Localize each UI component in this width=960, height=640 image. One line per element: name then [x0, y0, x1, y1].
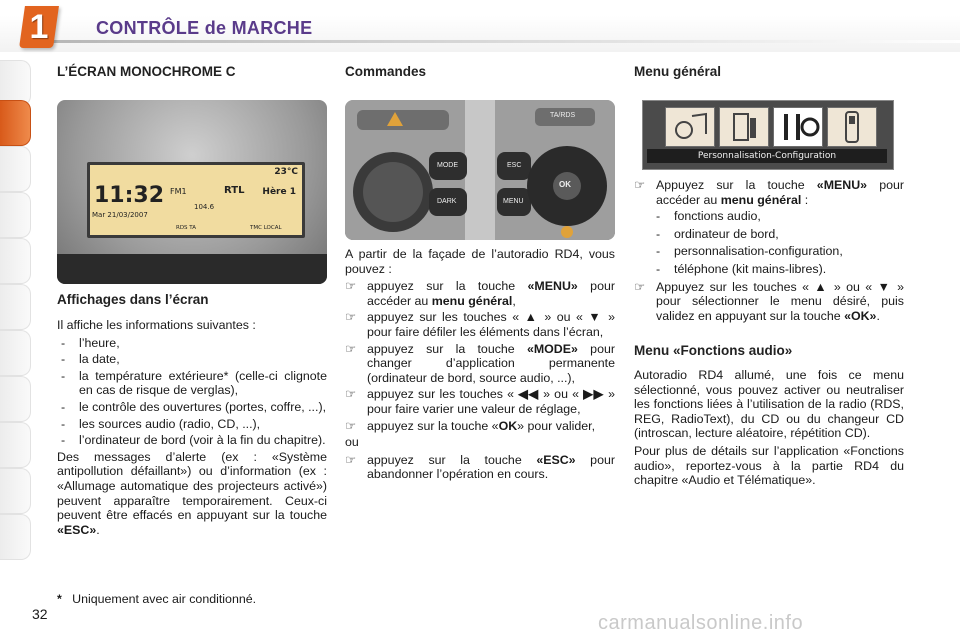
page-header: [0, 0, 960, 52]
col1-alert-paragraph: Des messages d’alerte (ex : «Système antipollution défaillant») ou d’information (ex : «Allumage automatique des projecteurs activé») peuvent apparaître temporairement. Ceux-ci peuvent être effacés en appuyant sur la touche «ESC».: [57, 449, 327, 537]
col2-body: [345, 247, 615, 484]
watermark: carmanualsonline.info: [598, 612, 804, 634]
lcd-station: RTL: [224, 185, 245, 196]
radio-faceplate-drawing: [345, 100, 615, 240]
footnote: * Uniquement avec air conditionné.: [57, 592, 257, 606]
list-item: - l’ordinateur de bord (voir à la fin du chapitre).: [61, 433, 326, 448]
telephone-icon: [827, 107, 877, 147]
lcd-display: [87, 162, 305, 238]
lcd-frequency: 104.6: [194, 203, 215, 211]
page-number: 32: [32, 606, 48, 622]
list-item: - les sources audio (radio, CD, ...),: [61, 416, 261, 431]
chapter-tab[interactable]: [0, 422, 31, 468]
menu-selection-bar: Personnalisation-Configuration: [647, 149, 887, 163]
chapter-tab[interactable]: [0, 468, 31, 514]
list-item: ☞ appuyez sur les touches « ◀◀ » ou « ▶▶ » pour faire varier une valeur de réglage,: [345, 387, 615, 416]
col3-body: [634, 178, 904, 325]
chapter-tab[interactable]: [0, 192, 31, 238]
lcd-temperature: 23°C: [274, 167, 298, 177]
col3-audio-body: [634, 368, 904, 491]
chapter-tab[interactable]: [0, 238, 31, 284]
chapter-number: 1: [29, 8, 49, 46]
lcd-time: 11:32: [94, 183, 165, 208]
sub-list-item: - personnalisation-configuration,: [656, 244, 843, 259]
esc-button: ESC: [507, 162, 522, 169]
dark-button: DARK: [437, 198, 457, 205]
list-item: ☞ appuyez sur la touche «OK» pour valider,: [345, 418, 596, 433]
chapter-title: CONTRÔLE de MARCHE: [96, 18, 313, 38]
ta-button: TA/RDS: [550, 112, 576, 119]
sub-list-item: - ordinateur de bord,: [656, 226, 779, 241]
list-item: - l’heure,: [61, 335, 120, 350]
trip-computer-icon: [719, 107, 769, 147]
list-item: - la température extérieure* (celle-ci clignote en cas de risque de verglas),: [61, 368, 327, 398]
section-heading-menu-general: Menu général: [634, 64, 722, 79]
col2-ou: ou: [345, 435, 359, 450]
list-item: ☞ appuyez sur les touches « ▲ » ou « ▼ » pour faire défiler les éléments dans l’écran,: [345, 310, 615, 339]
radio-faceplate-photo: [345, 100, 615, 240]
settings-config-icon: [773, 107, 823, 147]
chapter-tab[interactable]: [0, 376, 31, 422]
section-heading-screen: L’ÉCRAN MONOCHROME C: [57, 64, 236, 79]
audio-functions-icon: [665, 107, 715, 147]
lcd-tmc: TMC LOCAL: [250, 225, 282, 231]
dashboard-lower-trim: [57, 254, 327, 284]
chapter-tab[interactable]: [0, 330, 31, 376]
chapter-tab[interactable]: [0, 284, 31, 330]
col3-audio-para2: Pour plus de détails sur l’application «Fonctions audio», reportez-vous à la partie RD4 du chapitre «Audio et Télématique».: [634, 443, 904, 488]
list-item: ☞ appuyez sur la touche «MODE» pour changer d’application permanente (ordinateur de bord, source audio, ...),: [345, 341, 615, 385]
chapter-tab[interactable]: [0, 514, 31, 560]
chapter-tab[interactable]: [0, 146, 31, 192]
list-item: - le contrôle des ouvertures (portes, coffre, ...),: [61, 399, 327, 414]
col1-intro: Il affiche les informations suivantes :: [57, 318, 256, 332]
list-item: ☞ appuyez sur la touche «MENU» pour accéder au menu général,: [345, 279, 615, 308]
menu-screen-photo: [642, 100, 894, 170]
list-item: ☞ Appuyez sur la touche «MENU» pour accéder au menu général :: [634, 178, 904, 207]
lcd-date: Mar 21/03/2007: [92, 211, 148, 219]
subheading-fonctions-audio: Menu «Fonctions audio»: [634, 343, 793, 358]
monochrome-screen-photo: [57, 100, 327, 284]
lcd-band: FM1: [170, 187, 187, 196]
lcd-rds: RDS TA: [176, 225, 196, 231]
sub-list-item: - téléphone (kit mains-libres).: [656, 261, 827, 276]
subheading-affichages: Affichages dans l’écran: [57, 292, 209, 307]
list-item: ☞ appuyez sur la touche «ESC» pour abandonner l’opération en cours.: [345, 452, 615, 482]
menu-button: MENU: [503, 198, 524, 205]
header-rule: [50, 40, 960, 43]
sub-list-item: - fonctions audio,: [656, 209, 761, 224]
ok-button: OK: [559, 180, 571, 189]
list-item: - la date,: [61, 352, 120, 367]
col1-body: [57, 318, 327, 540]
col2-intro: A partir de la façade de l’autoradio RD4, vous pouvez :: [345, 247, 615, 276]
mode-button: MODE: [437, 162, 458, 169]
col3-audio-para1: Autoradio RD4 allumé, une fois ce menu sélectionné, vous pouvez activer ou neutraliser les fonctions liées à l’utilisation de la radio (RDS, REG, RadioText), du CD ou du changeur CD (introscan, lecture aléatoire, répétition CD).: [634, 368, 904, 441]
section-heading-commandes: Commandes: [345, 64, 427, 79]
chapter-tab-rail: [0, 60, 34, 580]
lcd-preset: Hère 1: [262, 187, 296, 197]
list-item: ☞ Appuyez sur les touches « ▲ » ou « ▼ » pour sélectionner le menu désiré, puis validez en appuyant sur la touche «OK».: [634, 279, 905, 323]
chapter-tab-active[interactable]: [0, 100, 31, 146]
